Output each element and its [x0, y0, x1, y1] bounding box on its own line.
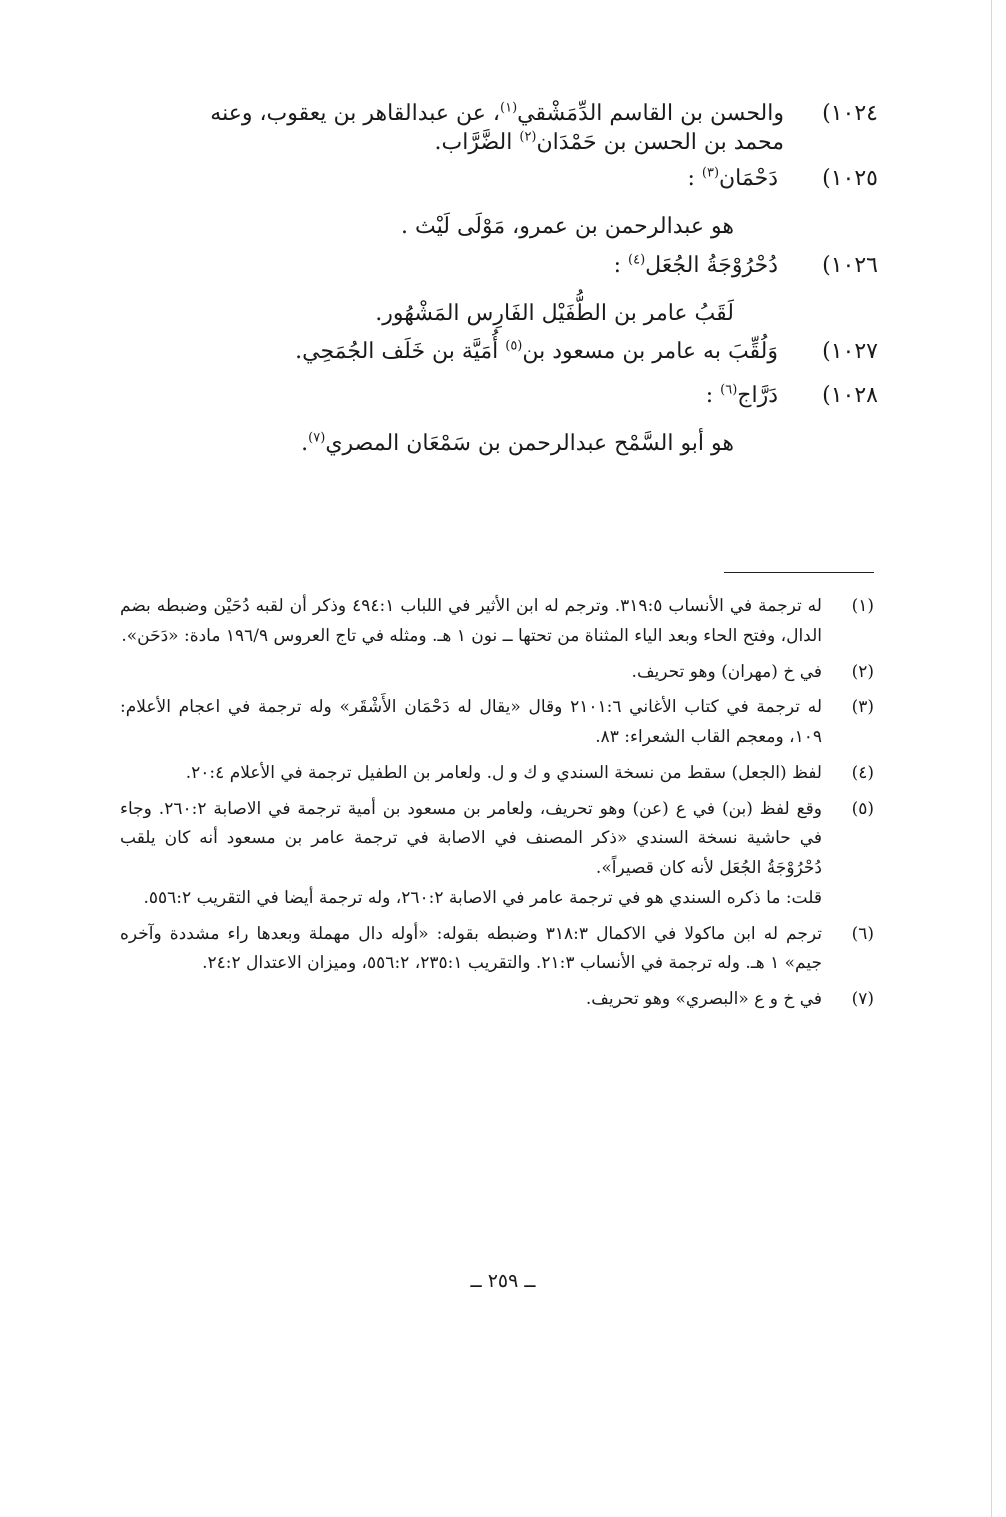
- entry-1028-description-after: .: [301, 431, 309, 457]
- entry-number: ١٠٢٧): [822, 339, 878, 365]
- entry-1025-description: هو عبدالرحمن بن عمرو، مَوْلَى لَيْث .: [401, 214, 734, 240]
- footnote-4: [120, 759, 874, 789]
- footnote-text: في خ و ع «البصري» وهو تحريف.: [585, 989, 822, 1009]
- entry-text-main: وَلُقِّبَ به عامر بن مسعود بن: [522, 339, 778, 365]
- entry-heading-main: دَحْمَان: [719, 166, 778, 192]
- entry-1028-description-main: هو أبو السَّمْح عبدالرحمن بن سَمْعَان المصري: [325, 431, 734, 457]
- footnote-text: ترجم له ابن ماكولا في الاكمال ٣١٨:٣ وضبطه بقوله: «أوله دال مهملة وبعدها راء مشددة وآخره جيم» ١ هـ. وله ترجمة في الأنساب ٢١:٣. والتقريب ٢٣٥:١، ٥٥٦:٢، وميزان الاعتدال ٢٤:٢.: [120, 923, 822, 974]
- entry-text-main: والحسن بن القاسم الدِّمَشْقي: [517, 101, 784, 126]
- footnote-text: له ترجمة في الأنساب ٣١٩:٥. وترجم له ابن الأثير في اللباب ٤٩٤:١ وذكر أن لقبه دُحَيْن وضبطه بضم الدال، وفتح الحاء وبعد الياء المثناة من تحتها ــ نون ١ هـ. ومثله في تاج العروس ١٩٦/٩ مادة: «دَحَن».: [120, 596, 822, 646]
- entry-line2-after: الضَّرَّاب.: [434, 129, 520, 155]
- footnote-text: لفظ (الجعل) سقط من نسخة السندي و ك و ل. ولعامر بن الطفيل ترجمة في الأعلام ٢٠:٤.: [185, 762, 822, 783]
- footnote-number: (٥): [851, 798, 874, 819]
- footnote-ref: (٧): [308, 431, 326, 447]
- footnote-2: [120, 658, 874, 688]
- entry-text: [120, 334, 778, 367]
- entries-section: [120, 96, 878, 465]
- footnote-number: (٢): [851, 661, 874, 682]
- footnote-text: له ترجمة في كتاب الأغاني ٢١٠١:٦ وقال «يقال له دَحْمَان الأَشْقَر» وله ترجمة في اعجام الأعلام: ١٠٩، ومعجم القاب الشعراء: ٨٣.: [120, 697, 822, 747]
- entry-text-after: أُمَيَّة بن خَلَف الجُمَحِي.: [295, 339, 506, 365]
- entry-number: ١٠٢٥): [822, 166, 878, 192]
- entry-heading-after: :: [613, 252, 629, 278]
- footnote-6: [120, 920, 874, 980]
- entry-line2-main: محمد بن الحسن بن حَمْدَان: [536, 129, 784, 155]
- entry-text-after: ، عن عبدالقاهر بن يعقوب، وعنه: [210, 101, 501, 126]
- footnote-1: [120, 592, 874, 652]
- footnote-number: (٦): [851, 923, 874, 944]
- footnote-ref: (٤): [628, 252, 646, 268]
- footnote-separator: [724, 572, 874, 573]
- footnote-paragraph-1: وقع لفظ (بن) في ع (عن) وهو تحريف، ولعامر بن مسعود بن أمية ترجمة في الاصابة ٢٦٠:٢. وجاء في حاشية نسخة السندي «ذكر المصنف في الاصابة في ترجمة عامر بن مسعود أنه كان يلقب دُحْرُوْجَةُ الجُعَل لأنه كان قصيراً».: [120, 798, 822, 878]
- footnote-number: (٤): [851, 762, 874, 783]
- footnote-number: (٣): [851, 697, 874, 718]
- entry-text-line2: [120, 129, 784, 158]
- entry-heading-main: دُحْرُوْجَةُ الجُعَل: [645, 252, 778, 278]
- entry-1026-description: لَقَبُ عامر بن الطُّفَيْل الفَارِس المَشْهُور.: [375, 300, 734, 326]
- footnote-number: (١): [851, 596, 874, 616]
- footnote-ref: (٦): [720, 383, 738, 399]
- footnote-paragraph-2: قلت: ما ذكره السندي هو في ترجمة عامر في الاصابة ٢٦٠:٢، وله ترجمة أيضا في التقريب ٥٥٦:٢.: [143, 887, 822, 908]
- footnote-text: في خ (مهران) وهو تحريف.: [631, 661, 822, 682]
- entry-heading: [120, 378, 778, 411]
- entry-heading-after: :: [687, 166, 702, 192]
- entry-heading: [120, 248, 778, 281]
- footnote-7: [120, 985, 874, 1015]
- footnotes-section: [120, 592, 874, 1021]
- footnote-ref: (٣): [701, 165, 720, 181]
- entry-1024: [120, 96, 878, 157]
- entry-text: [120, 96, 784, 157]
- entry-1026: [120, 248, 878, 288]
- entry-heading-after: :: [705, 383, 721, 409]
- footnote-3: [120, 693, 874, 753]
- entry-heading: [120, 161, 778, 194]
- footnote-ref: (٢): [519, 129, 537, 145]
- footnote-ref: (٥): [505, 339, 523, 355]
- entry-number: ١٠٢٤): [822, 101, 878, 126]
- footnote-5: [120, 795, 874, 914]
- entry-heading-main: دَرَّاج: [737, 383, 778, 409]
- footnote-ref: (١): [500, 100, 518, 116]
- entry-1027: [120, 334, 878, 374]
- entry-1028-description: [120, 422, 734, 465]
- entry-1025: [120, 161, 878, 201]
- page-number: ــ ٢٥٩ ــ: [470, 1270, 536, 1292]
- footnote-text: [120, 795, 822, 914]
- entry-1028: [120, 378, 878, 418]
- footnote-number: (٧): [851, 989, 874, 1009]
- entry-number: ١٠٢٦): [822, 252, 878, 278]
- entry-number: ١٠٢٨): [822, 383, 878, 409]
